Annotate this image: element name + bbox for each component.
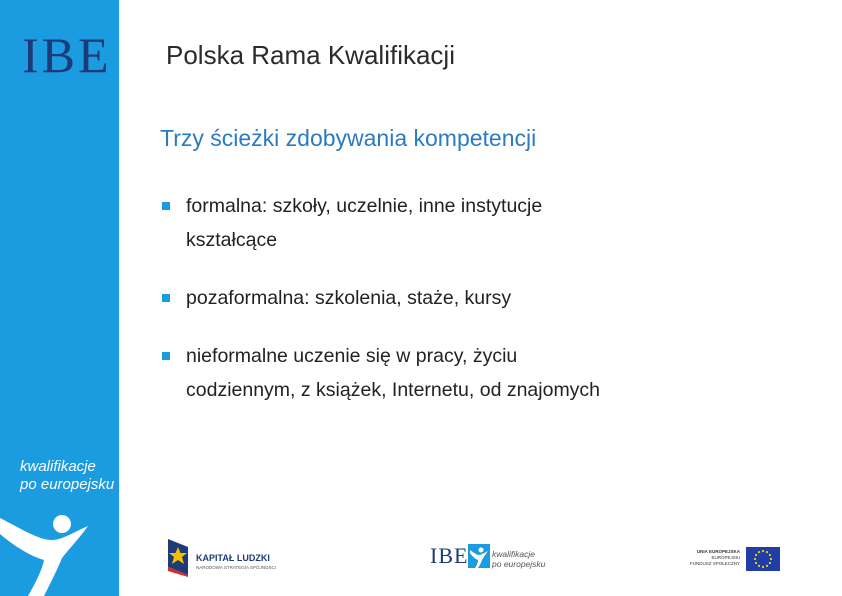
eu-text-line: UNIA EUROPEJSKA (696, 549, 740, 554)
footer-tagline-line: kwalifikacje (492, 549, 535, 559)
star-flag-icon (166, 537, 190, 577)
list-item (160, 281, 800, 315)
sidebar (0, 0, 119, 596)
section-subtitle: Trzy ścieżki zdobywania kompetencji (160, 125, 537, 151)
eu-text-line: FUNDUSZ SPOŁECZNY (690, 561, 741, 566)
footer-ibe-tagline (492, 549, 545, 569)
sidebar-tagline-line: kwalifikacje (20, 458, 96, 475)
list-item-line: nieformalne uczenie się w pracy, życiu (186, 345, 518, 367)
ibe-logo: IBE (22, 27, 112, 83)
person-figure-icon (468, 544, 490, 568)
person-figure-icon (0, 500, 119, 596)
footer-tagline-line: po europejsku (492, 559, 546, 569)
kapital-ludzki-title: KAPITAŁ LUDZKI (196, 553, 270, 563)
kapital-ludzki-subtitle: NARODOWA STRATEGIA SPÓJNOŚCI (196, 565, 277, 570)
eu-flag-icon (746, 547, 780, 571)
square-bullet-icon (162, 294, 170, 302)
list-item-line: formalna: szkoły, uczelnie, inne instytucje (186, 195, 543, 217)
bullet-list (160, 189, 800, 407)
eu-text (690, 549, 740, 567)
square-bullet-icon (162, 202, 170, 210)
eu-text-line: EUROPEJSKI (711, 555, 740, 560)
list-item (160, 339, 800, 407)
footer-ibe-text: IBE (430, 543, 469, 568)
page-title: Polska Rama Kwalifikacji (166, 40, 455, 70)
list-item-line: codziennym, z książek, Internetu, od znajomych (186, 379, 601, 401)
sidebar-tagline-line: po europejsku (20, 476, 115, 493)
square-bullet-icon (162, 352, 170, 360)
list-item-line: kształcące (186, 229, 278, 251)
sidebar-tagline (20, 458, 114, 494)
list-item-line: pozaformalna: szkolenia, staże, kursy (186, 287, 512, 309)
list-item (160, 189, 800, 257)
